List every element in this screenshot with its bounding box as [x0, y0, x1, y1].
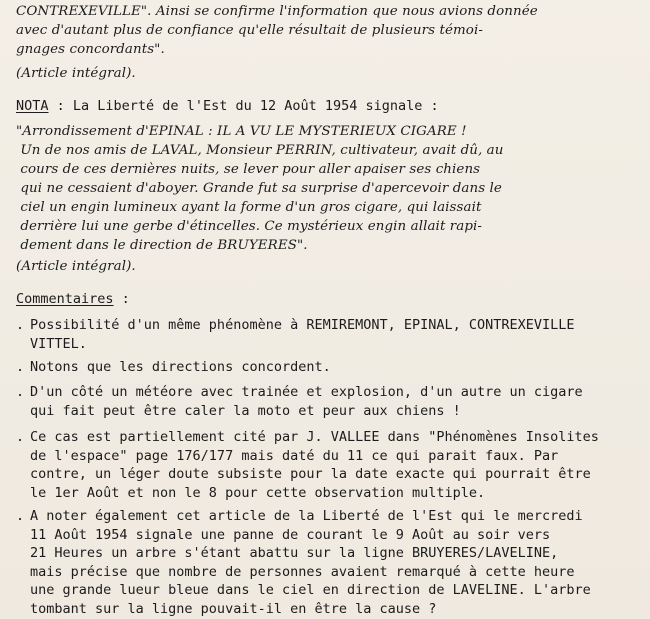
text-line: A noter également cet article de la Liberté de l'Est qui le mercredi	[30, 508, 583, 524]
text-line: D'un côté un météore avec trainée et explosion, d'un autre un cigare	[30, 384, 583, 400]
text-line: gnages concordants".	[16, 42, 165, 57]
text-line: Ce cas est partiellement cité par J. VALLEE dans "Phénomènes Insolites	[30, 429, 599, 445]
text-line: tombant sur la ligne pouvait-il en être la cause ?	[30, 600, 437, 617]
article-integral-note	[16, 257, 136, 276]
text-line: de l'espace" page 176/177 mais daté du 11 ce qui parait faux. Par	[30, 447, 559, 464]
text-line: le 1er Août et non le 8 pour cette observation multiple.	[30, 484, 486, 501]
nota-text: : La Liberté de l'Est du 12 Août 1954 signale :	[48, 98, 439, 114]
text-line: CONTREXEVILLE". Ainsi se confirme l'information que nous avions donnée	[16, 4, 538, 19]
article-integral-note	[16, 64, 136, 83]
text-line: (Article intégral).	[16, 66, 136, 81]
text-line: mais précise que nombre de personnes avaient remarqué à cette heure	[30, 563, 575, 580]
comment-item	[16, 383, 636, 420]
text-line: avec d'autant plus de confiance qu'elle résultait de plusieurs témoi-	[16, 23, 483, 38]
text-line: une grande lueur bleue dans le ciel en direction de LAVELINE. L'arbre	[30, 582, 591, 598]
text-line: Un de nos amis de LAVAL, Monsieur PERRIN, cultivateur, avait dû, au	[16, 143, 504, 158]
commentaires-heading	[16, 290, 130, 309]
bullet-marker: .	[16, 508, 25, 524]
comment-item	[16, 507, 636, 618]
text-line: dement dans le direction de BRUYERES".	[16, 238, 308, 253]
nota-label: NOTA	[16, 98, 49, 114]
text-line: 21 Heures un arbre s'étant abattu sur la ligne BRUYERES/LAVELINE,	[30, 545, 559, 561]
text-line: ciel un engin lumineux ayant la forme d'un gros cigare, qui laissait	[16, 200, 482, 215]
text-line: derrière lui une gerbe d'étincelles. Ce mystérieux engin allait rapi-	[16, 219, 483, 234]
bullet-marker: .	[16, 359, 25, 375]
text-line: (Article intégral).	[16, 259, 136, 274]
commentaires-label: Commentaires	[16, 291, 114, 307]
comment-item	[16, 358, 636, 377]
text-line: Notons que les directions concordent.	[30, 359, 331, 375]
text-line: qui ne cessaient d'aboyer. Grande fut sa surprise d'apercevoir dans le	[16, 181, 502, 196]
bullet-marker: .	[16, 384, 25, 400]
text-line: contre, un léger doute subsiste pour la date exacte qui pourrait être	[30, 466, 591, 482]
comment-item	[16, 316, 636, 353]
text-line: 11 Août 1954 signale une panne de courant le 9 Août au soir vers	[30, 526, 551, 543]
text-line: qui fait peut être caler la moto et peur aux chiens !	[30, 402, 461, 419]
text-line: cours de ces dernières nuits, se lever pour aller apaiser ses chiens	[16, 162, 481, 177]
top-paragraph	[16, 2, 538, 59]
quote-block	[16, 122, 504, 255]
commentaires-suffix: :	[113, 291, 130, 307]
bullet-marker: .	[16, 429, 25, 445]
nota-line	[16, 97, 439, 116]
bullet-marker: .	[16, 317, 25, 333]
text-line: Possibilité d'un même phénomène à REMIREMONT, EPINAL, CONTREXEVILLE	[30, 317, 575, 333]
text-line: VITTEL.	[30, 335, 87, 352]
comment-item	[16, 428, 636, 502]
text-line: "Arrondissement d'EPINAL : IL A VU LE MYSTERIEUX CIGARE !	[16, 124, 467, 139]
